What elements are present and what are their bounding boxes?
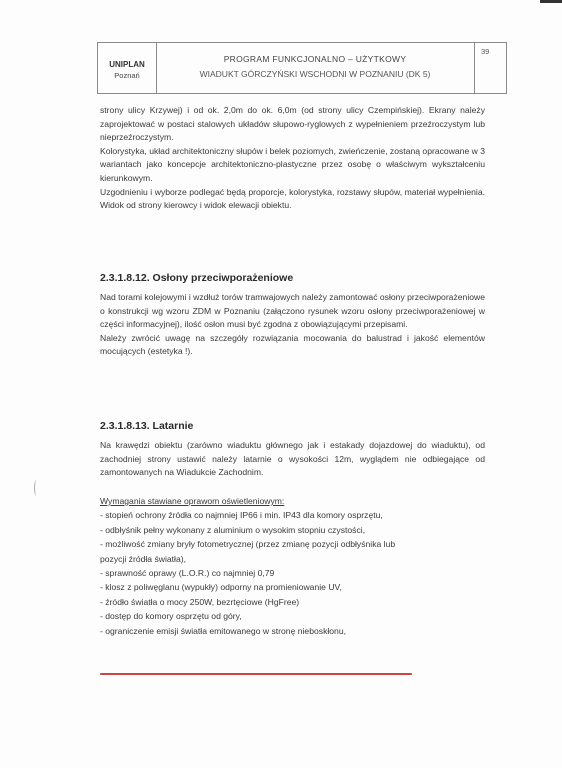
section-heading-osłony: 2.3.1.8.12. Osłony przeciwporażeniowe (100, 272, 294, 284)
header-title-cell (156, 43, 475, 93)
header-org: UNIPLAN (109, 60, 145, 69)
list-item: - klosz z poliwęglanu (wypukły) odporny na promieniowanie UV, (100, 582, 342, 593)
header-title: PROGRAM FUNKCJONALNO – UŻYTKOWY (223, 54, 407, 64)
section1-paragraph-2: Należy zwrócić uwagę na szczegóły rozwiązania mocowania do balustrad i jakość elementów mocujących (estetyka !). (100, 332, 485, 357)
list-item: - źródło światła o mocy 250W, bezrtęciowe (HgFree) (100, 596, 300, 607)
list-item: pozycji źródła światła), (100, 553, 186, 564)
section-heading-latarnie: 2.3.1.8.13. Latarnie (100, 420, 194, 432)
intro-paragraph-3: Uzgodnieniu i wyborze podlegać będą proporcje, kolorystyka, rozstawy słupów, materiał wypełnienia. Widok od strony kierowcy i widok elewacji obiektu. (100, 186, 485, 211)
red-underline-mark (100, 673, 412, 675)
scan-mark (540, 0, 562, 3)
section1-paragraph-1: Nad torami kolejowymi i wzdłuż torów tramwajowych należy zamontować osłony przeciwporażeniowe o konstrukcji wg wzoru ZDM w Poznaniu (załączono rysunek wzoru osłony przeciwporażeniowej w części informacyjnej), ilość osłon musi być zgodna z obowiązującymi przepisami. (100, 292, 485, 330)
margin-scan-mark (34, 480, 39, 496)
list-item: - stopień ochrony źródła co najmniej IP66 i min. IP43 dla komory osprzętu, (100, 510, 383, 521)
page-header (97, 42, 507, 94)
list-item: - dostęp do komory osprzętu od góry, (100, 611, 242, 622)
section2-text (100, 439, 485, 480)
intro-paragraph-1: strony ulicy Krzywej) i od ok. 2,0m do ok. 6,0m (od strony ulicy Czempińskiej). Ekrany należy zaprojektować w postaci stalowych układów słupowo-ryglowych z wypełnieniem przeźroczystym lub nieprzeźroczystym. (100, 105, 485, 143)
section1-text (100, 291, 485, 359)
list-item: - sprawność oprawy (L.O.R.) co najmniej 0,79 (100, 568, 275, 579)
requirements-list (100, 494, 485, 638)
header-subtitle: WIADUKT GÓRCZYŃSKI WSCHODNI W POZNANIU (DK 5) (199, 69, 431, 79)
header-org-cell (98, 43, 157, 93)
list-item: - odbłyśnik pełny wykonany z aluminium o wysokim stopniu czystości, (100, 524, 366, 535)
list-item: - możliwość zmiany bryły fotometrycznej (przez zmianę pozycji odbłyśnika lub (100, 539, 396, 550)
header-city: Poznań (114, 71, 140, 80)
intro-text (100, 104, 485, 213)
page-number: 39 (481, 47, 490, 56)
list-item: - ograniczenie emisji światła emitowanego w stronę nieboskłonu, (100, 625, 347, 636)
requirements-title: Wymagania stawiane oprawom oświetleniowym: (100, 496, 285, 506)
intro-paragraph-2: Kolorystyka, układ architektoniczny słupów i belek poziomych, zwieńczenie, zostaną opracowane w 3 wariantach jako koncepcje architektoniczno-plastyczne przez osobę o właściwym wykształceniu kierunkowym. (100, 145, 486, 183)
section2-paragraph-1: Na krawędzi obiektu (zarówno wiaduktu głównego jak i estakady dojazdowej do wiaduktu), od zachodniej strony ustawić należy latarnie o wysokości 12m, wyglądem nie odbiegające od zamontowanych na Wiadukcie Zachodnim. (100, 440, 485, 478)
